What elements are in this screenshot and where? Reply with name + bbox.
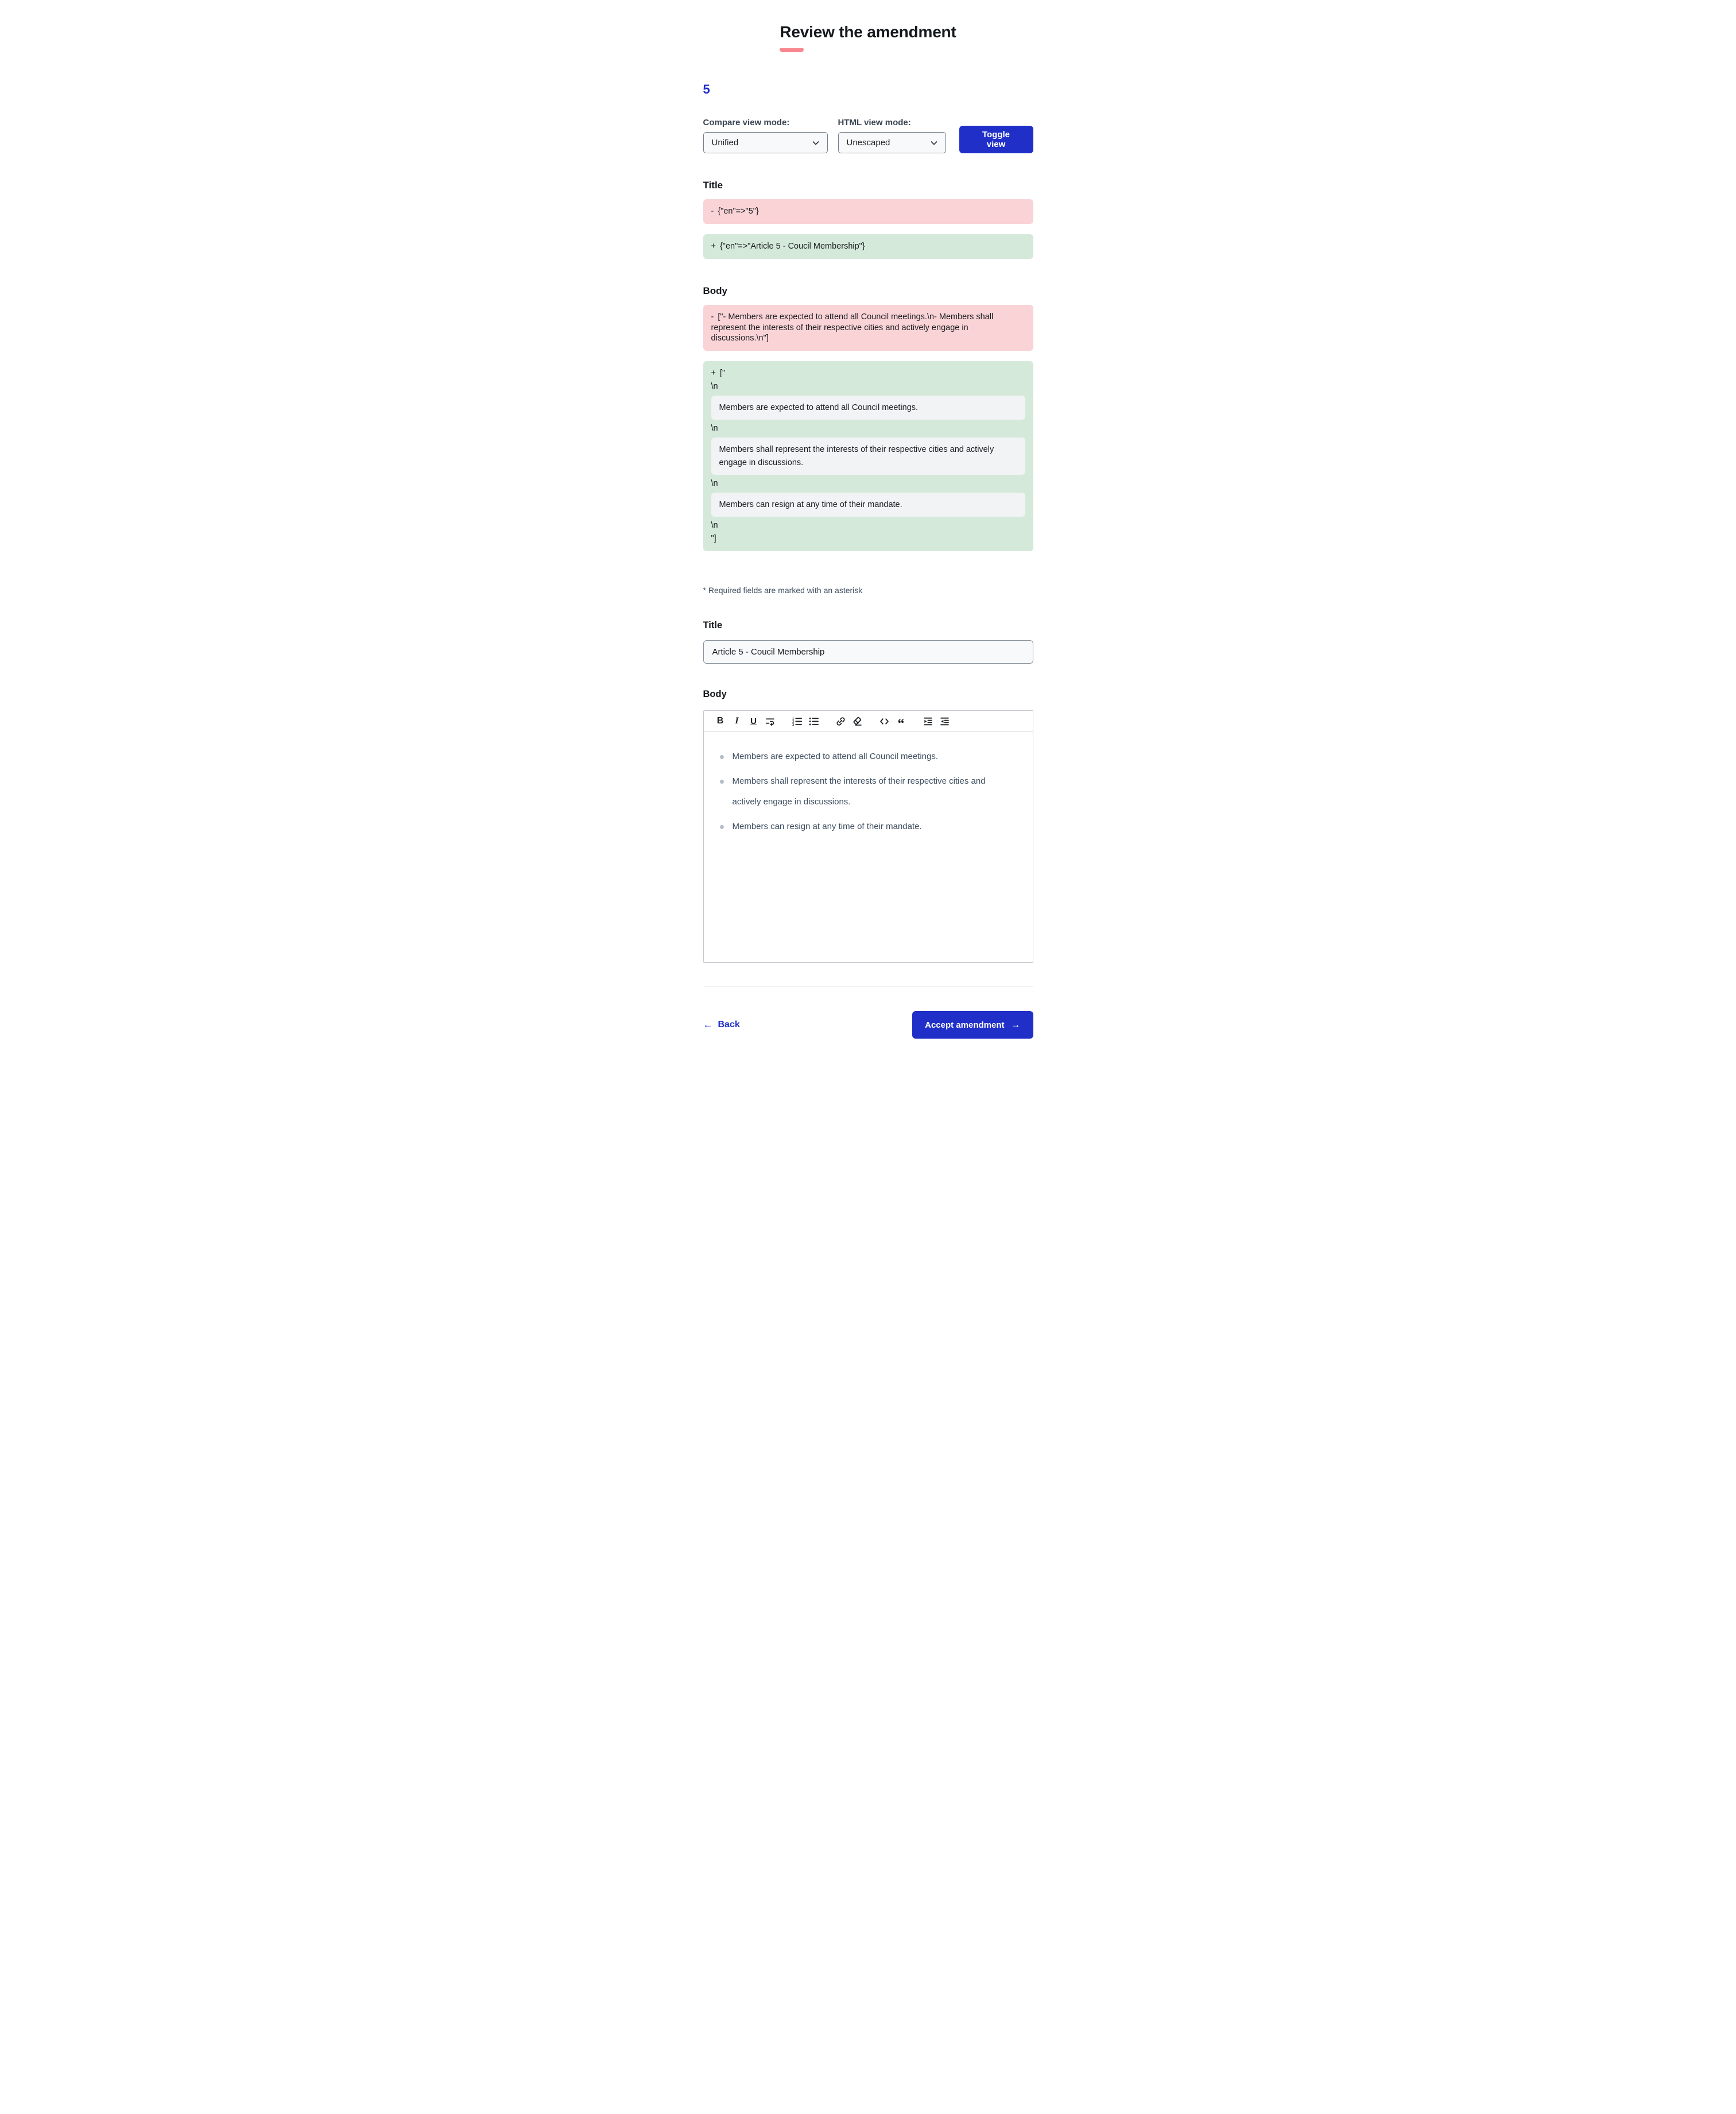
outdent-icon[interactable] <box>937 714 952 729</box>
ordered-list-icon[interactable] <box>790 714 805 729</box>
title-added-text: {"en"=>"Article 5 - Coucil Membership"} <box>719 241 865 251</box>
chevron-down-icon <box>931 141 937 145</box>
added-sign: + <box>711 369 716 378</box>
diff-body-heading: Body <box>703 285 727 296</box>
svg-text:3: 3 <box>792 723 795 726</box>
html-view-mode-label: HTML view mode: <box>838 118 911 127</box>
svg-text:2: 2 <box>792 720 795 724</box>
italic-icon[interactable]: I <box>730 714 745 729</box>
added-sign: + <box>711 241 716 251</box>
title-added-diff <box>703 234 1033 259</box>
removed-sign: - <box>711 207 714 216</box>
added-paragraph: Members can resign at any time of their mandate. <box>711 493 1025 517</box>
newline-token: \n <box>711 424 718 433</box>
close-bracket: "] <box>711 534 716 544</box>
html-view-mode-value: Unescaped <box>846 138 890 148</box>
list-item: Members shall represent the interests of their respective cities and actively engage in discussions. <box>720 771 1017 812</box>
body-field-label: Body <box>703 689 727 700</box>
bullet-icon <box>720 825 724 829</box>
removed-sign: - <box>711 312 714 322</box>
indent-icon[interactable] <box>921 714 936 729</box>
newline-token: \n <box>711 382 718 392</box>
body-added-diff <box>703 361 1033 551</box>
remove-format-icon[interactable] <box>850 714 865 729</box>
title-input[interactable] <box>703 640 1033 664</box>
bullet-icon <box>720 780 724 784</box>
chevron-down-icon <box>812 141 819 145</box>
list-item: Members can resign at any time of their mandate. <box>720 816 1017 837</box>
required-fields-note: * Required fields are marked with an asterisk <box>703 586 863 595</box>
title-removed-text: {"en"=>"5"} <box>718 207 759 216</box>
rich-text-editor <box>703 710 1033 963</box>
open-bracket: [" <box>719 369 726 378</box>
compare-view-mode-label: Compare view mode: <box>703 118 790 127</box>
arrow-right-icon: → <box>1010 1019 1021 1031</box>
back-link[interactable] <box>703 1019 740 1031</box>
page-title: Review the amendment <box>780 23 956 41</box>
amendment-number: 5 <box>703 82 710 96</box>
svg-text:1: 1 <box>792 717 795 721</box>
arrow-left-icon: ← <box>703 1019 713 1031</box>
back-label: Back <box>718 1020 740 1030</box>
accept-amendment-button[interactable] <box>912 1011 1033 1039</box>
wrap-text-icon[interactable] <box>763 714 778 729</box>
compare-view-mode-select[interactable] <box>703 132 828 153</box>
body-removed-text: ["- Members are expected to attend all Council meetings.\n- Members shall represent the interests of their respective cities and actively engage in discussions.\n"] <box>711 312 994 343</box>
compare-view-mode-value: Unified <box>711 138 739 148</box>
added-paragraph: Members shall represent the interests of their respective cities and actively engage in discussions. <box>711 437 1025 475</box>
accept-label: Accept amendment <box>925 1020 1005 1030</box>
bullet-list-icon[interactable] <box>807 714 822 729</box>
editor-toolbar <box>704 711 1033 732</box>
bold-icon[interactable]: B <box>713 714 728 729</box>
underline-icon[interactable]: U <box>746 714 761 729</box>
code-icon[interactable] <box>877 714 892 729</box>
link-icon[interactable] <box>834 714 848 729</box>
body-removed-diff <box>703 305 1033 351</box>
newline-token: \n <box>711 521 718 531</box>
bullet-icon <box>720 755 724 759</box>
added-paragraph: Members are expected to attend all Council meetings. <box>711 396 1025 420</box>
html-view-mode-select[interactable] <box>838 132 946 153</box>
title-accent-bar <box>780 48 804 52</box>
diff-title-heading: Title <box>703 180 723 191</box>
newline-token: \n <box>711 479 718 489</box>
footer <box>703 1011 1033 1039</box>
editor-content[interactable] <box>704 732 1033 962</box>
page <box>434 0 1302 1066</box>
title-removed-diff <box>703 199 1033 224</box>
page-title-row <box>434 23 1302 52</box>
title-field-label: Title <box>703 620 723 631</box>
view-controls <box>703 118 1033 153</box>
blockquote-icon[interactable]: “ <box>894 714 909 729</box>
footer-divider <box>703 986 1033 987</box>
list-item: Members are expected to attend all Council meetings. <box>720 746 1017 767</box>
toggle-view-button[interactable]: Toggle view <box>959 126 1033 153</box>
editor-bullet-list <box>720 746 1017 837</box>
